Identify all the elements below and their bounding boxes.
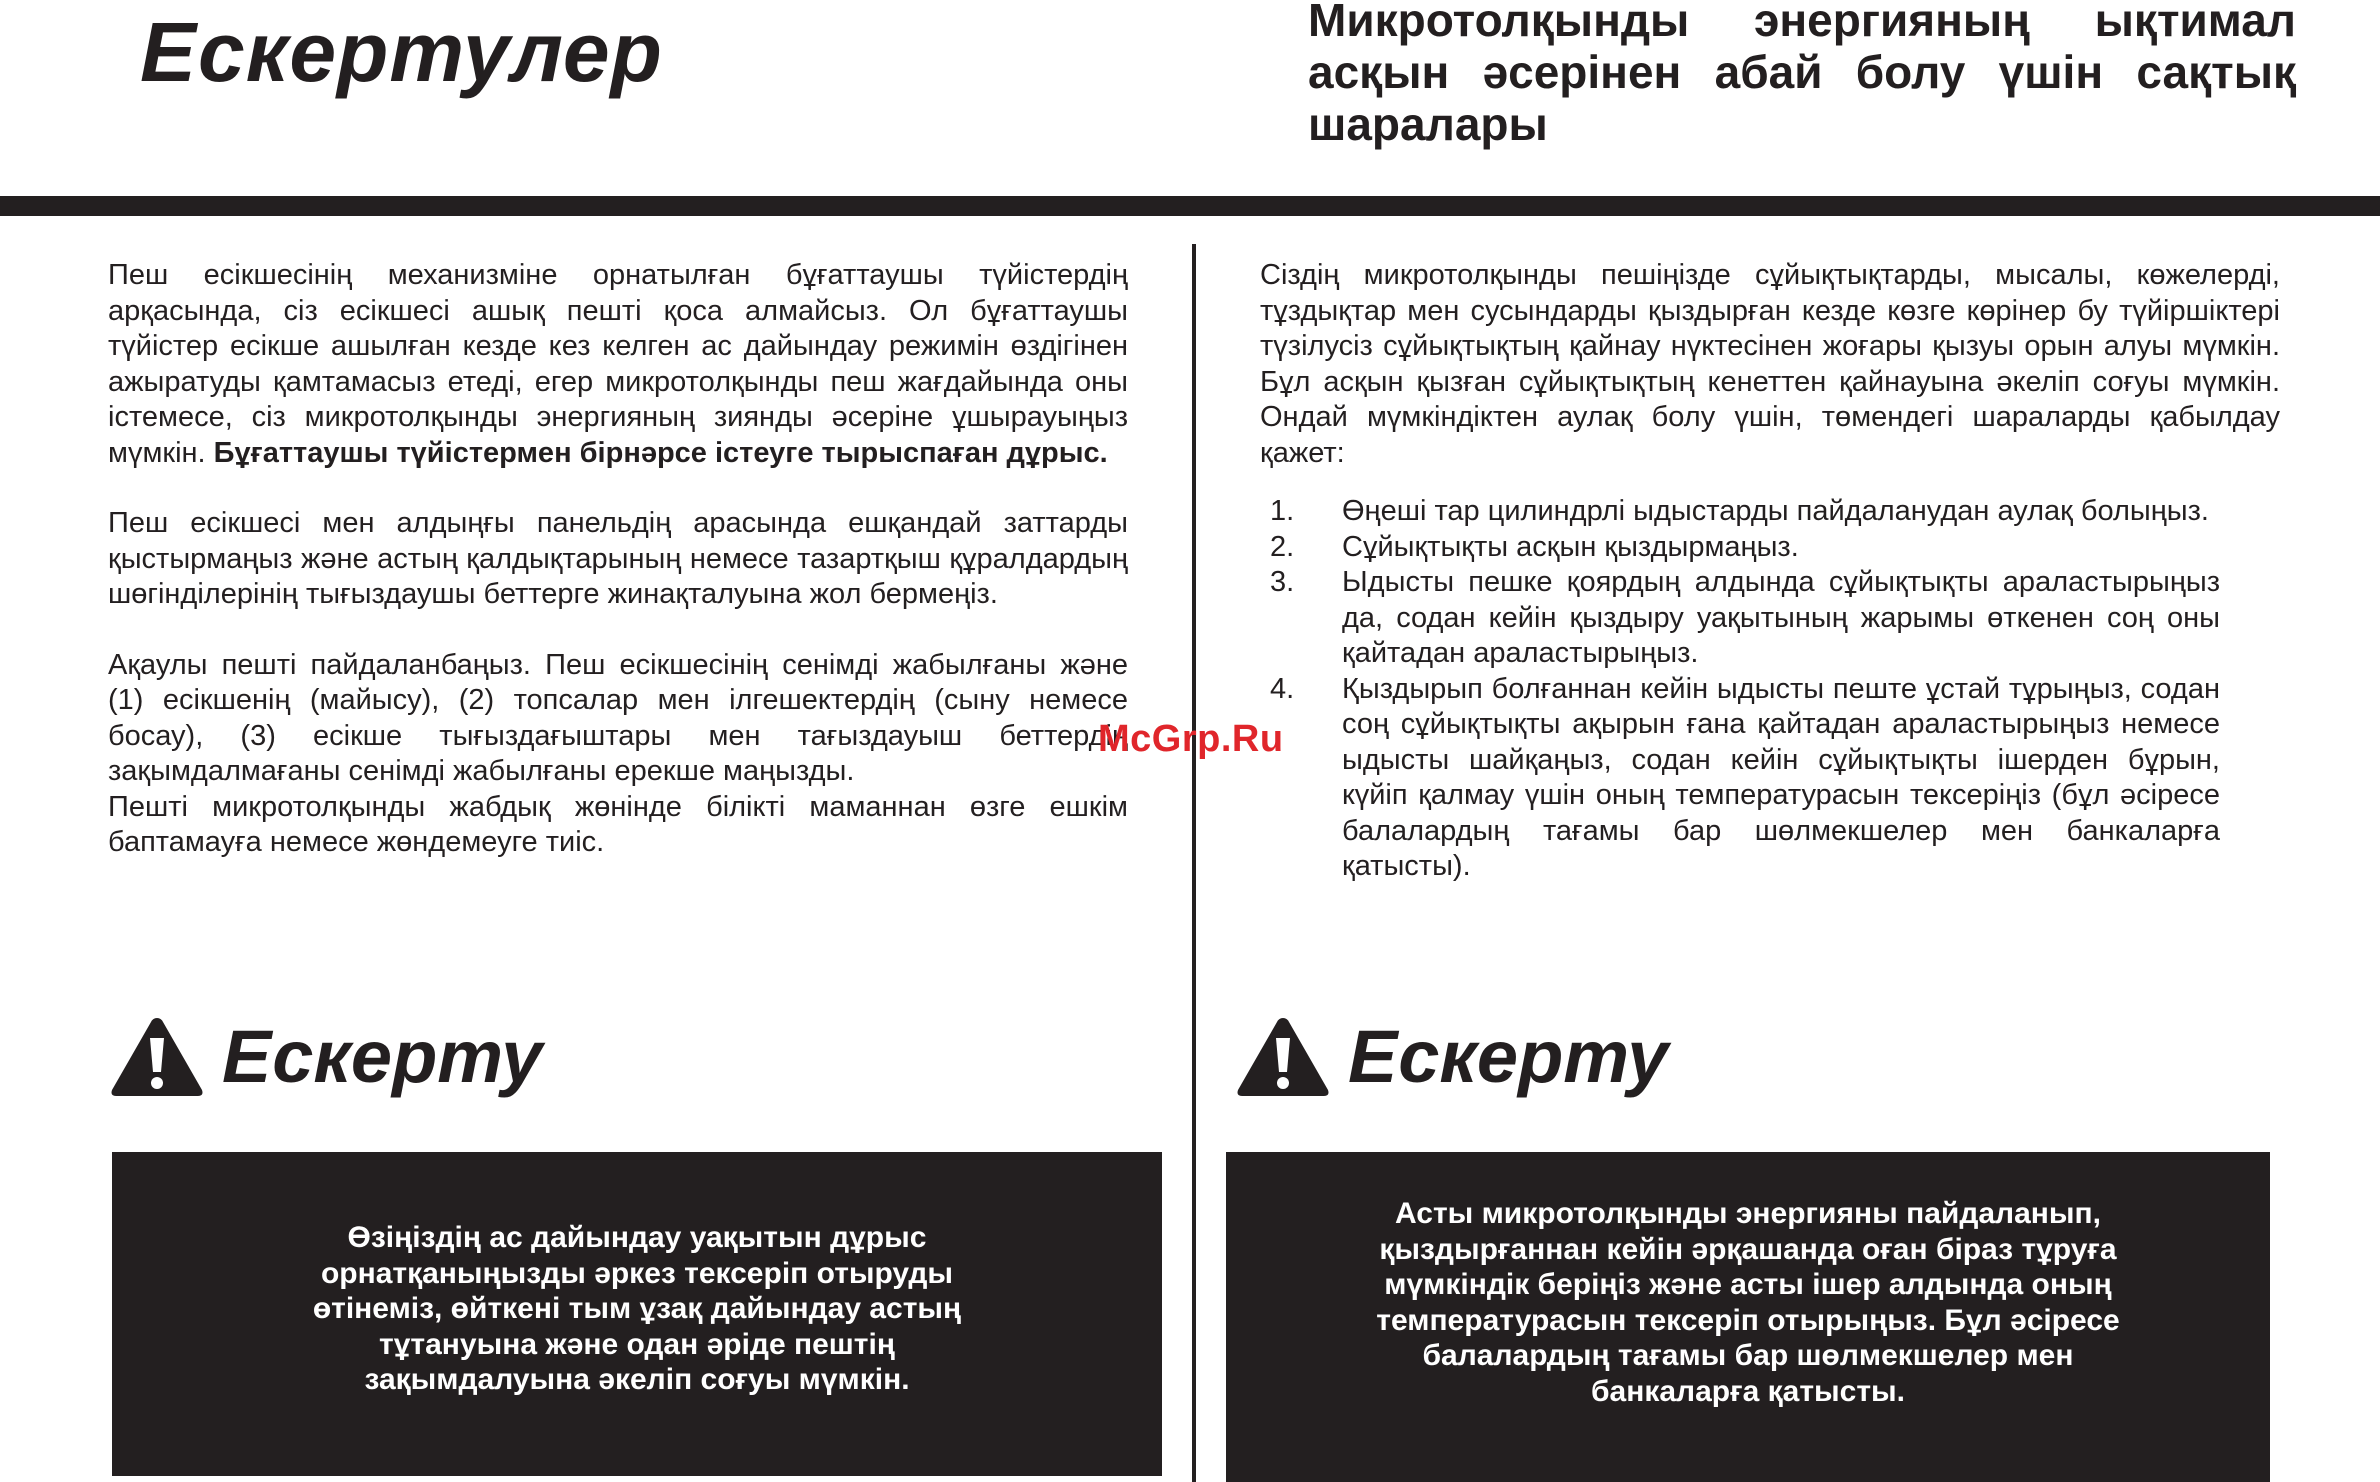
list-item-number: 1.	[1270, 495, 1295, 527]
page-subtitle: Микротолқынды энергияның ықтимал асқын әсерінен абай болу үшін сақтық шаралары	[1308, 0, 2296, 150]
warning-line: банкаларға қатысты.	[1591, 1374, 1905, 1408]
left-paragraph-2: Пеш есікшесі мен алдыңғы панельдің арасында ешқандай заттарды қыстырмаңыз және астың қалдықтарының немесе тазартқыш құралдардың шөгінділерінің тығыздаушы беттерге жинақталуына жол бермеңіз.	[108, 507, 1128, 610]
warning-heading-right	[1236, 1016, 1668, 1098]
warning-line: мүмкіндік беріңіз және асты ішер алдында оның	[1384, 1268, 2112, 1301]
warning-line: орнатқаныңызды әркез тексеріп отыруды	[320, 1256, 954, 1290]
left-paragraph-4: Пешті микротолқынды жабдық жөнінде білікті маманнан өзге ешкім баптамауға немесе жөндемеуге тиіс.	[108, 790, 1128, 858]
list-item-text: Ыдысты пешке қоярдың алдында сұйықтықты араластырыңыз да, содан кейін қыздыру уақытының жарымы өткенен соң оны қайтадан араластырыңыз.	[1342, 566, 2220, 669]
list-item-number: 3.	[1270, 566, 1295, 598]
list-item-text: Өңеші тар цилиндрлі ыдыстарды пайдаланудан аулақ болыңыз.	[1342, 495, 2209, 527]
column-divider	[1192, 244, 1196, 1482]
warning-line: өтінеміз, өйткені тым ұзақ дайындау астың	[312, 1292, 962, 1325]
warning-triangle-icon	[1236, 1016, 1330, 1098]
warning-label-left: Ескерту	[222, 1015, 543, 1098]
warning-line: зақымдалуына әкеліп соғуы мүмкін.	[364, 1363, 910, 1396]
warning-box-left	[112, 1152, 1162, 1476]
list-item	[1260, 672, 2220, 885]
warning-heading-left	[110, 1016, 542, 1098]
interlock-text: Пеш есікшесінің механизміне орнатылған бұғаттаушы түйістердің арқасында, сіз есікшесі ашық пешті қоса алмайсыз. Ол бұғаттаушы түйістер есікше ашылған кезде кез келген ас дайындау режимін өздігінен ажыратуды қамтамасыз етеді, егер микротолқынды пеш жағдайында оны істемесе, сіз микротолқынды энергияның зиянды әсеріне ұшырауыңыз мүмкін.	[108, 259, 1128, 469]
watermark: McGrp.Ru	[1098, 718, 1284, 760]
warning-label-right: Ескерту	[1348, 1015, 1669, 1098]
warning-line: қыздырғаннан кейін әрқашанда оған біраз тұруға	[1379, 1232, 2117, 1266]
list-item-text: Қыздырып болғаннан кейін ыдысты пеште ұстай тұрыңыз, содан соң сұйықтықты ақырын ғана қайтадан араластырыңыз немесе ыдысты шайқаңыз, содан кейін сұйықтықты ішерден бұрын, күйіп қалмау үшін оның температурасын тексеріңіз (бұл әсіресе балалардың тағамы бар шөлмекшелер мен банкаларға қатысты).	[1342, 672, 2220, 882]
right-intro-paragraph: Сіздің микротолқынды пешіңізде сұйықтықтарды, мысалы, көжелерді, тұздықтар мен сусындарды қыздырған кезде көзге көрінер бу түйіршіктері түзілусіз сұйықтықтың қайнау нүктесінен жоғары қызуы орын алуы мүмкін. Бұл асқын қызған сұйықтықтың кенеттен қайнауына әкеліп соғуы мүмкін. Ондай мүмкіндіктен аулақ болу үшін, төмендегі шараларды қабылдау қажет:	[1260, 259, 2280, 469]
interlock-warning-bold: Бұғаттаушы түйістермен бірнәрсе істеуге тырыспаған дұрыс.	[213, 436, 1108, 469]
warning-box-right	[1226, 1152, 2270, 1482]
list-item	[1260, 494, 2220, 530]
left-paragraph-3: Ақаулы пешті пайдаланбаңыз. Пеш есікшесінің сенімді жабылғаны және (1) есікшенің (майысу), (2) топсалар мен ілгешектердің (сыну немесе босау), (3) есікше тығыздағыштары мен тағыздауыш беттердің зақымдалмағаны сенімді жабылғаны ерекше маңызды.	[108, 648, 1128, 787]
warning-line: балалардың тағамы бар шөлмекшелер мен	[1422, 1339, 2074, 1372]
warning-line: Асты микротолқынды энергияны пайдаланып,	[1395, 1197, 2101, 1230]
left-paragraph-1	[108, 258, 1128, 471]
warning-line: тұтануына және одан әріде пештің	[379, 1327, 895, 1361]
list-item-text: Сұйықтықты асқын қыздырмаңыз.	[1342, 530, 1799, 563]
list-item	[1260, 530, 2220, 566]
warning-line: Өзіңіздің ас дайындау уақытын дұрыс	[347, 1221, 927, 1254]
warning-line: температурасын тексеріп отырыңыз. Бұл әсіресе	[1376, 1303, 2120, 1337]
right-column-intro	[1260, 258, 2280, 471]
precaution-list	[1260, 494, 2220, 885]
list-item	[1260, 565, 2220, 672]
left-column	[108, 258, 1128, 861]
list-item-number: 4.	[1270, 672, 1295, 705]
warning-triangle-icon	[110, 1016, 204, 1098]
list-item-number: 2.	[1270, 530, 1295, 563]
page-title: Ескертулер	[140, 5, 663, 99]
header-rule	[0, 196, 2380, 216]
